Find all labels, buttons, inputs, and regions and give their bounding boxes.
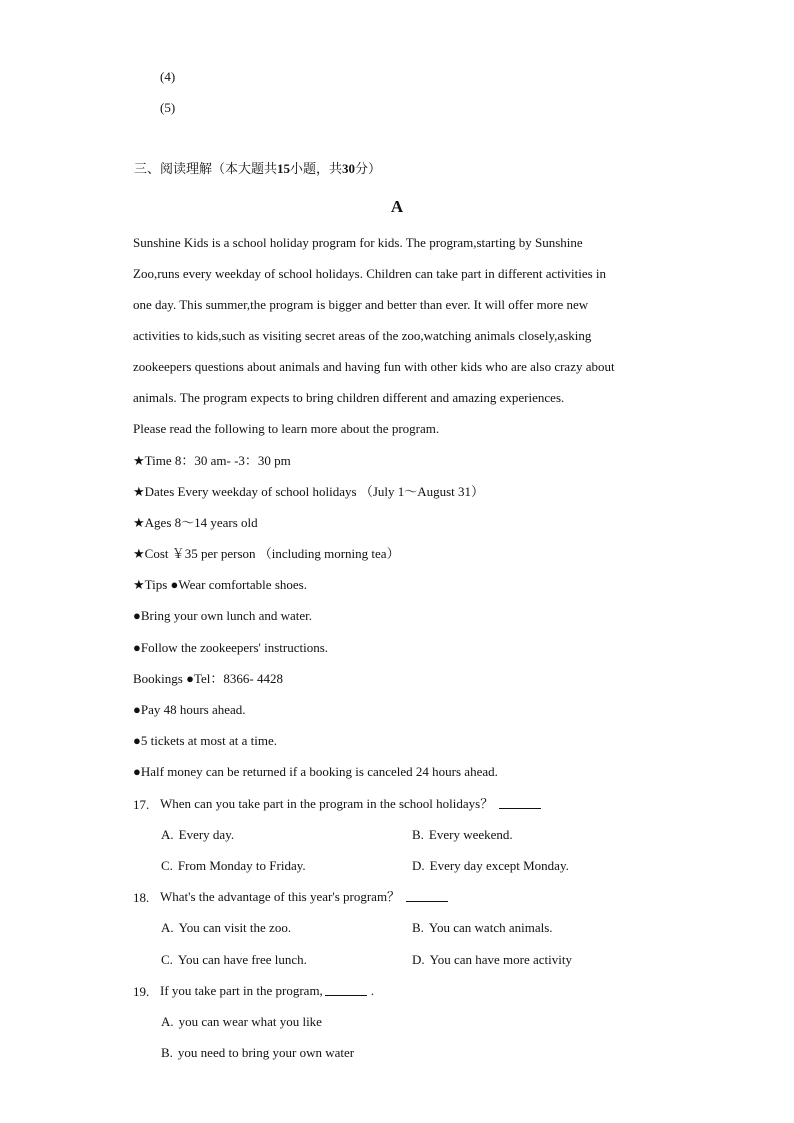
- answer-blank: [325, 983, 367, 996]
- option-c: C. From Monday to Friday.: [161, 858, 306, 873]
- question-stem: What's the advantage of this year's program？: [160, 889, 448, 905]
- info-tips: ★Tips ●Wear comfortable shoes.: [133, 577, 307, 592]
- question-stem: When can you take part in the program in the school holidays？: [160, 796, 541, 812]
- passage-line: one day. This summer,the program is bigger and better than ever. It will offer more new: [133, 297, 589, 312]
- option-d: D. You can have more activity: [412, 952, 573, 967]
- option-a: A. Every day.: [161, 827, 235, 842]
- info-ages: ★Ages 8～14 years old: [133, 515, 258, 530]
- prev-item-4: (4): [160, 69, 176, 84]
- info-booking-pay: ●Pay 48 hours ahead.: [133, 702, 246, 717]
- passage-line: Sunshine Kids is a school holiday program for kids. The program,starting by Sunshine: [133, 235, 583, 250]
- option-c: C. You can have free lunch.: [161, 952, 307, 967]
- answer-blank: [406, 889, 448, 902]
- info-dates: ★Dates Every weekday of school holidays （July 1～August 31）: [133, 484, 485, 499]
- passage-title: A: [390, 197, 404, 216]
- info-tip-instructions: ●Follow the zookeepers' instructions.: [133, 640, 329, 655]
- option-a: A. You can visit the zoo.: [161, 920, 292, 935]
- question-stem: If you take part in the program, .: [160, 983, 375, 998]
- info-time: ★Time 8：30 am- -3：30 pm: [133, 453, 291, 468]
- info-cost: ★Cost ￥35 per person （including morning tea）: [133, 546, 400, 561]
- question-number: 19.: [133, 984, 150, 999]
- section-header: 三、阅读理解（本大题共15小题，共30分）: [134, 161, 382, 176]
- passage-line: animals. The program expects to bring children different and amazing experiences.: [133, 390, 565, 405]
- question-number: 18.: [133, 890, 150, 905]
- option-b: B. you need to bring your own water: [161, 1045, 355, 1060]
- passage-line: activities to kids,such as visiting secret areas of the zoo,watching animals closely,asking: [133, 328, 592, 343]
- option-a: A. you can wear what you like: [161, 1014, 322, 1029]
- passage-line: zookeepers questions about animals and having fun with other kids who are also crazy about: [133, 359, 615, 374]
- prev-item-5: (5): [160, 100, 176, 115]
- info-tip-lunch: ●Bring your own lunch and water.: [133, 608, 312, 623]
- option-b: B. You can watch animals.: [412, 920, 553, 935]
- option-d: D. Every day except Monday.: [412, 858, 569, 873]
- passage-line: Zoo,runs every weekday of school holidays. Children can take part in different activities in: [133, 266, 607, 281]
- info-booking-refund: ●Half money can be returned if a booking is canceled 24 hours ahead.: [133, 764, 498, 779]
- info-bookings: Bookings ●Tel：8366- 4428: [133, 671, 283, 686]
- info-booking-tickets: ●5 tickets at most at a time.: [133, 733, 277, 748]
- question-number: 17.: [133, 797, 150, 812]
- option-b: B. Every weekend.: [412, 827, 513, 842]
- passage-line: Please read the following to learn more about the program.: [133, 421, 440, 436]
- answer-blank: [499, 796, 541, 809]
